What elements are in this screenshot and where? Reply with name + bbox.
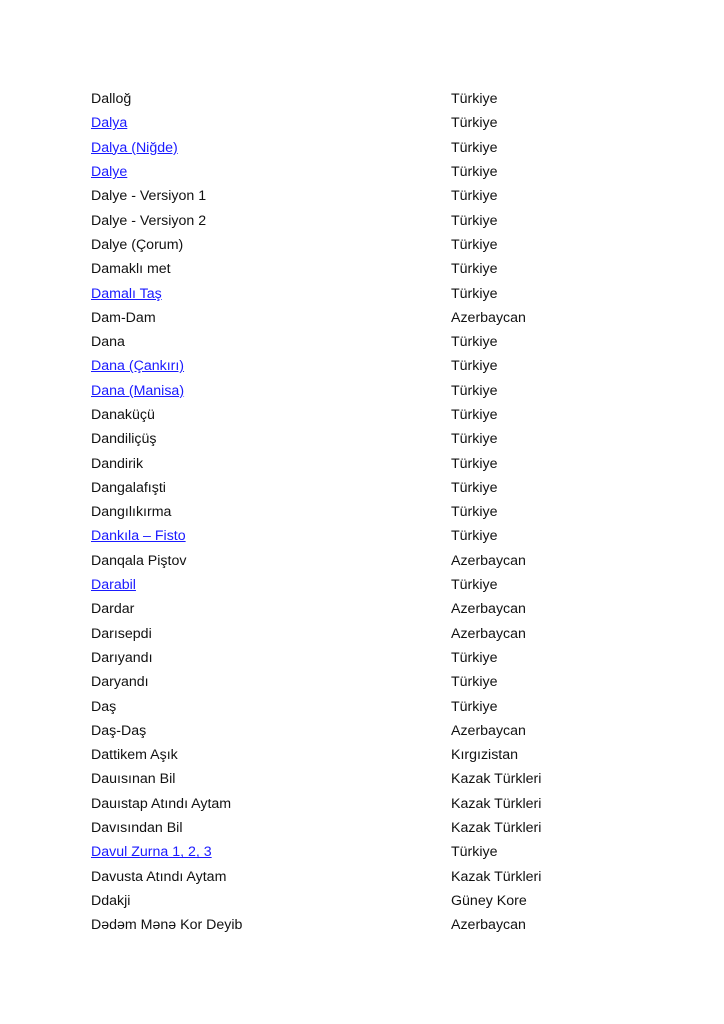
list-item	[91, 549, 611, 573]
country-label: Türkiye	[451, 649, 498, 666]
list-item	[91, 306, 611, 330]
list-item	[91, 451, 611, 475]
game-name: Daryandı	[91, 674, 149, 691]
list-item	[91, 476, 611, 500]
country-label: Türkiye	[451, 431, 498, 448]
list-item	[91, 524, 611, 548]
game-name: Dalye (Çorum)	[91, 236, 184, 253]
country-label: Türkiye	[451, 504, 498, 521]
country-label: Türkiye	[451, 212, 498, 229]
list-item	[91, 427, 611, 451]
list-item	[91, 694, 611, 718]
game-name-link[interactable]: Davul Zurna 1, 2, 3	[91, 844, 212, 861]
list-item	[91, 160, 611, 184]
game-name: Dalye - Versiyon 1	[91, 188, 207, 205]
country-label: Türkiye	[451, 139, 498, 156]
list-item	[91, 354, 611, 378]
list-item	[91, 597, 611, 621]
country-label: Kazak Türkleri	[451, 771, 542, 788]
game-name: Dam-Dam	[91, 309, 156, 326]
list-item	[91, 208, 611, 232]
list-item	[91, 281, 611, 305]
game-name: Dardar	[91, 601, 135, 618]
country-label: Türkiye	[451, 285, 498, 302]
list-item	[91, 257, 611, 281]
game-name: Dangılıkırma	[91, 504, 172, 521]
list-item	[91, 865, 611, 889]
list-item	[91, 379, 611, 403]
game-name: Dauıstap Atındı Aytam	[91, 795, 232, 812]
game-name: Davısından Bil	[91, 820, 183, 837]
list-item	[91, 719, 611, 743]
list-item	[91, 646, 611, 670]
country-label: Azerbaycan	[451, 625, 526, 642]
list-item	[91, 816, 611, 840]
list-item	[91, 792, 611, 816]
country-label: Azerbaycan	[451, 722, 526, 739]
list-item	[91, 87, 611, 111]
list-item	[91, 889, 611, 913]
country-label: Kırgızistan	[451, 747, 519, 764]
list-item	[91, 403, 611, 427]
country-label: Türkiye	[451, 407, 498, 423]
country-label: Türkiye	[451, 674, 498, 691]
game-name-link[interactable]: Darabil	[91, 577, 136, 594]
game-name: Dalye - Versiyon 2	[91, 212, 207, 229]
country-label: Türkiye	[451, 528, 498, 545]
game-name: Daş-Daş	[91, 722, 147, 739]
list-item	[91, 233, 611, 257]
game-name: Damaklı met	[91, 261, 171, 278]
list-item	[91, 622, 611, 646]
game-name: Dauısınan Bil	[91, 771, 176, 788]
game-name-link[interactable]: Dankıla – Fisto	[91, 528, 186, 545]
list-item	[91, 670, 611, 694]
game-name: Davusta Atındı Aytam	[91, 868, 227, 885]
game-name: Darıyandı	[91, 649, 153, 666]
country-label: Kazak Türkleri	[451, 820, 542, 837]
country-label: Türkiye	[451, 91, 498, 108]
game-name: Dalloğ	[91, 91, 132, 108]
game-name-link[interactable]: Damalı Taş	[91, 285, 162, 302]
game-name: Dandirik	[91, 455, 144, 472]
list-item	[91, 500, 611, 524]
game-name: Daş	[91, 698, 117, 715]
list-item	[91, 913, 611, 937]
country-label: Türkiye	[451, 115, 498, 132]
game-name: Dangalafışti	[91, 479, 166, 496]
list-item	[91, 111, 611, 135]
game-name-link[interactable]: Dalya (Niğde)	[91, 139, 178, 156]
game-name: Dədəm Mənə Kor Deyib	[91, 917, 243, 934]
country-label: Kazak Türkleri	[451, 868, 542, 885]
country-label: Türkiye	[451, 164, 498, 181]
game-name: Danaküçü	[91, 407, 155, 423]
game-name-link[interactable]: Dana (Çankırı)	[91, 358, 185, 375]
game-name-link[interactable]: Dana (Manisa)	[91, 382, 185, 399]
game-list	[91, 87, 611, 937]
country-label: Güney Kore	[451, 892, 527, 909]
country-label: Türkiye	[451, 577, 498, 594]
list-item	[91, 136, 611, 160]
country-label: Azerbaycan	[451, 552, 526, 569]
game-name: Dana	[91, 334, 125, 351]
country-label: Türkiye	[451, 479, 498, 496]
list-item	[91, 573, 611, 597]
country-label: Türkiye	[451, 382, 498, 399]
list-item	[91, 840, 611, 864]
game-name: Darısepdi	[91, 625, 152, 642]
country-label: Azerbaycan	[451, 601, 526, 618]
list-item	[91, 767, 611, 791]
country-label: Türkiye	[451, 334, 498, 351]
list-item	[91, 184, 611, 208]
country-label: Azerbaycan	[451, 309, 526, 326]
game-name-link[interactable]: Dalye	[91, 164, 128, 181]
game-name: Dandiliçüş	[91, 431, 157, 448]
country-label: Türkiye	[451, 188, 498, 205]
country-label: Türkiye	[451, 358, 498, 375]
country-label: Türkiye	[451, 698, 498, 715]
country-label: Türkiye	[451, 455, 498, 472]
country-label: Türkiye	[451, 844, 498, 861]
game-name-link[interactable]: Dalya	[91, 115, 128, 132]
country-label: Kazak Türkleri	[451, 795, 542, 812]
game-name: Danqala Piştov	[91, 552, 187, 569]
game-name: Ddakji	[91, 892, 131, 909]
country-label: Azerbaycan	[451, 917, 526, 934]
game-name: Dattikem Aşık	[91, 747, 178, 764]
country-label: Türkiye	[451, 261, 498, 278]
list-item	[91, 743, 611, 767]
country-label: Türkiye	[451, 236, 498, 253]
list-item	[91, 330, 611, 354]
